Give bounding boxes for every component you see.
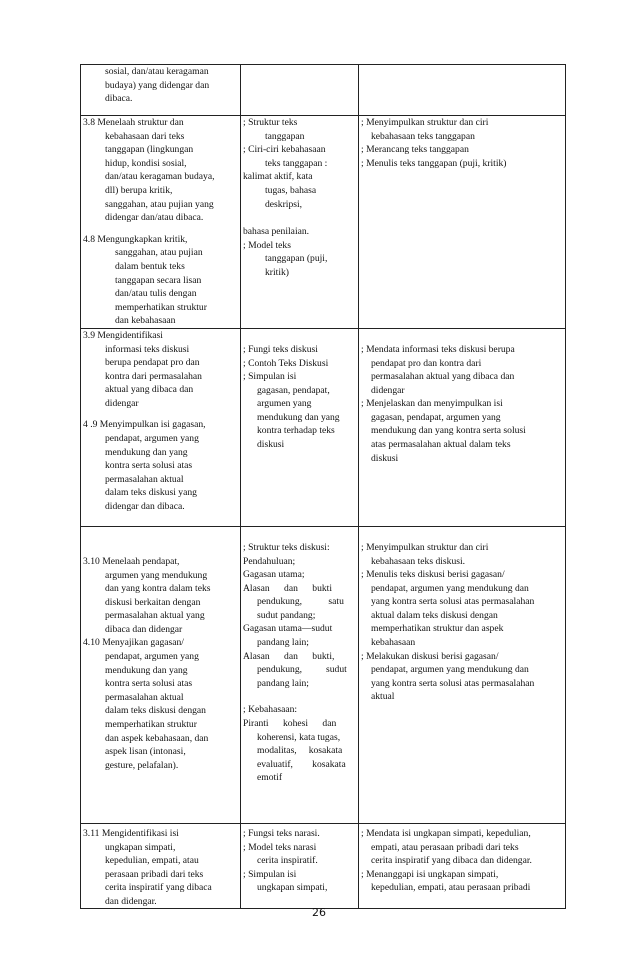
text-line: koherensi, kata tugas, [257, 731, 341, 743]
competency-4-10-title: 4.10 Menyajikan gagasan/ [83, 637, 184, 649]
competency-cell [81, 116, 241, 329]
bullet-line: ; Model teks [243, 239, 291, 251]
text-line: sosial, dan/atau keragaman [105, 66, 209, 77]
text-line: kebahasaan [371, 637, 416, 649]
text-line: mendukung dan yang kontra serta solusi [371, 425, 526, 437]
activity-cell [359, 526, 566, 823]
text-line: dan aspek kebahasaan, dan [105, 732, 209, 744]
material-cell [241, 116, 359, 329]
table-row [81, 116, 566, 329]
competency-3-10-title: 3.10 Menelaah pendapat, [83, 555, 180, 567]
competency-4-9-title: 4 .9 Menyimpulkan isi gagasan, [83, 419, 206, 431]
text-line: tanggapan (puji, [265, 253, 328, 265]
text-line: gagasan, pendapat, argumen yang [371, 411, 501, 423]
competency-3-8-title: 3.8 Menelaah struktur dan [83, 117, 184, 128]
text-line: deskripsi, [265, 198, 303, 210]
text-line: pendapat pro dan kontra dari [371, 357, 482, 369]
text-line: pendukung, satu [257, 596, 344, 608]
bullet-line: ; Model teks narasi [243, 841, 317, 853]
text-line: kontra serta solusi atas [105, 678, 193, 690]
text-line: tanggapan (lingkungan [105, 144, 194, 156]
bullet-line: ; Contoh Teks Diskusi [243, 357, 329, 369]
text-line: modalitas, kosakata [257, 745, 343, 757]
bullet-line: ; Ciri-ciri kebahasaan [243, 144, 326, 156]
material-cell [241, 823, 359, 909]
text-line: didengar dan/atau dibaca. [105, 212, 204, 224]
activity-cell [359, 328, 566, 526]
activity-cell [359, 823, 566, 909]
text-line: argumen yang [257, 398, 312, 410]
text-line: memperhatikan struktur dan aspek [371, 623, 504, 635]
text-line: dan/atau tulis dengan [115, 288, 197, 300]
bullet-line: ; Merancang teks tanggapan [361, 144, 469, 156]
text-line: pendapat, argumen yang mendukung dan [371, 582, 529, 594]
bullet-line: ; Struktur teks diskusi: [243, 541, 330, 553]
text-line: dalam teks diskusi dengan [105, 705, 206, 717]
text-line: tugas, bahasa [265, 184, 317, 196]
text-line: sanggahan, atau pujian yang [105, 198, 214, 210]
text-line: perasaan pribadi dari teks [105, 868, 204, 880]
text-line: Piranti kohesi dan [243, 718, 337, 730]
text-line: kebahasaan teks tanggapan [371, 130, 475, 142]
text-line: memperhatikan struktur [115, 301, 207, 313]
text-line: kebahasaan teks diskusi. [371, 555, 466, 567]
bullet-line: ; Menyimpulkan struktur dan ciri [361, 541, 489, 553]
text-line: informasi teks diskusi [105, 343, 190, 355]
bullet-line: ; Fungi teks diskusi [243, 343, 318, 355]
bullet-line: ; Mendata informasi teks diskusi berupa [361, 343, 515, 355]
text-line: dan kebahasaan [115, 315, 176, 327]
bullet-line: ; Struktur teks [243, 117, 298, 128]
table-row [81, 328, 566, 526]
text-line: berupa pendapat pro dan [105, 357, 200, 369]
bullet-line: ; Menjelaskan dan menyimpulkan isi [361, 398, 503, 410]
text-line: cerita inspiratif. [257, 855, 318, 867]
text-line: kontra terhadap teks [257, 425, 335, 437]
text-line: dibaca. [105, 93, 133, 105]
text-line: mendukung dan yang [257, 411, 340, 423]
text-line: gesture, pelafalan). [105, 759, 179, 771]
bullet-line: ; Fungsi teks narasi. [243, 827, 320, 839]
text-line: empati, atau perasaan pribadi dari teks [371, 841, 519, 853]
text-line: evaluatif, kosakata [257, 758, 346, 770]
text-line: dan didengar. [105, 895, 157, 907]
text-line: kritik) [265, 266, 289, 278]
competency-3-9-title: 3.9 Mengidentifikasi [83, 329, 163, 341]
text-line: aktual yang dibaca dan [105, 384, 194, 396]
text-line: ungkapan simpati, [105, 841, 176, 853]
bullet-line: ; Kebahasaan: [243, 704, 298, 716]
text-line: diskusi berkaitan dengan [105, 596, 201, 608]
text-line: permasalahan aktual [105, 473, 184, 485]
text-line: kepedulian, empati, atau [105, 855, 199, 867]
bullet-line: ; Menulis teks tanggapan (puji, kritik) [361, 157, 507, 169]
text-line: dan yang kontra dalam teks [105, 583, 211, 595]
text-line: argumen yang mendukung [105, 569, 208, 581]
text-line: pendapat, argumen yang [105, 651, 199, 663]
bullet-line: ; Mendata isi ungkapan simpati, kepedulian, [361, 827, 531, 839]
text-line: sanggahan, atau pujian [115, 247, 203, 259]
text-line: pandang lain; [257, 677, 309, 689]
competency-cell [81, 328, 241, 526]
text-line: didengar dan dibaca. [105, 501, 185, 513]
text-line: tanggapan secara lisan [115, 274, 202, 286]
text-line: kebahasaan dari teks [105, 130, 185, 142]
material-cell [241, 526, 359, 823]
text-line: atas permasalahan aktual dalam teks [371, 439, 511, 451]
text-line: Alasan dan bukti, [243, 650, 335, 662]
text-line: dibaca dan didengar [105, 623, 183, 635]
text-line: bahasa penilaian. [243, 226, 310, 238]
text-line: tanggapan [265, 130, 305, 142]
text-line: dalam teks diskusi yang [105, 487, 197, 499]
table-row [81, 526, 566, 823]
curriculum-table [80, 64, 566, 909]
table-row [81, 823, 566, 909]
activity-cell [359, 116, 566, 329]
competency-cell [81, 65, 241, 116]
bullet-line: ; Menyimpulkan struktur dan ciri [361, 117, 489, 128]
bullet-line: ; Menulis teks diskusi berisi gagasan/ [361, 569, 505, 581]
text-line: yang kontra serta solusi atas permasalahan [371, 677, 535, 689]
text-line: aktual [371, 691, 395, 703]
competency-4-8-title: 4.8 Mengungkapkan kritik, [83, 233, 188, 245]
text-line: ungkapan simpati, [257, 882, 328, 894]
text-line: permasalahan aktual yang [105, 610, 205, 622]
text-line: Pendahuluan; [243, 555, 296, 567]
text-line: diskusi [257, 439, 285, 451]
text-line: diskusi [371, 452, 399, 464]
bullet-line: ; Simpulan isi [243, 371, 297, 383]
competency-cell [81, 526, 241, 823]
text-line: dan/atau keragaman budaya, [105, 171, 215, 183]
text-line: memperhatikan struktur [105, 719, 197, 731]
text-line: pendukung, sudut [257, 664, 347, 676]
page-number: 26 [312, 906, 326, 919]
text-line: pendapat, argumen yang [105, 433, 199, 445]
text-line: permasalahan aktual [105, 691, 184, 703]
text-line: budaya) yang didengar dan [105, 79, 210, 91]
bullet-line: ; Simpulan isi [243, 868, 297, 880]
bullet-line: ; Menanggapi isi ungkapan simpati, [361, 868, 499, 880]
text-line: kontra serta solusi atas [105, 460, 193, 472]
activity-cell [359, 65, 566, 116]
competency-cell [81, 823, 241, 909]
text-line: mendukung dan yang [105, 446, 188, 458]
text-line: kontra dari permasalahan [105, 370, 202, 382]
text-line: Gagasan utama; [243, 569, 305, 581]
text-line: cerita inspiratif yang dibaca dan didengar. [371, 855, 532, 867]
text-line: mendukung dan yang [105, 664, 188, 676]
competency-3-11-title: 3.11 Mengidentifikasi isi [83, 827, 179, 839]
text-line: hidup, kondisi sosial, [105, 157, 187, 169]
material-cell [241, 328, 359, 526]
material-cell [241, 65, 359, 116]
text-line: gagasan, pendapat, [257, 384, 330, 396]
text-line: kalimat aktif, kata [243, 171, 313, 183]
text-line: permasalahan aktual yang dibaca dan [371, 371, 515, 383]
text-line: aktual dalam teks diskusi dengan [371, 609, 498, 621]
text-line: cerita inspiratif yang dibaca [105, 882, 212, 894]
text-line: pandang lain; [257, 637, 309, 649]
text-line: didengar [105, 397, 139, 409]
bullet-line: ; Melakukan diskusi berisi gagasan/ [361, 650, 499, 662]
text-line: dll) berupa kritik, [105, 184, 173, 196]
text-line: Alasan dan bukti [243, 582, 332, 594]
text-line: didengar [371, 384, 405, 396]
text-line: kepedulian, empati, atau perasaan pribadi [371, 882, 531, 894]
text-line: yang kontra serta solusi atas permasalahan [371, 596, 535, 608]
text-line: pendapat, argumen yang mendukung dan [371, 664, 529, 676]
table-row [81, 65, 566, 116]
text-line: emotif [257, 772, 283, 784]
text-line: aspek lisan (intonasi, [105, 746, 186, 758]
text-line: teks tanggapan : [265, 157, 328, 169]
text-line: Gagasan utama—sudut [243, 623, 333, 635]
text-line: sudut pandang; [257, 609, 316, 621]
text-line: dalam bentuk teks [115, 260, 185, 272]
